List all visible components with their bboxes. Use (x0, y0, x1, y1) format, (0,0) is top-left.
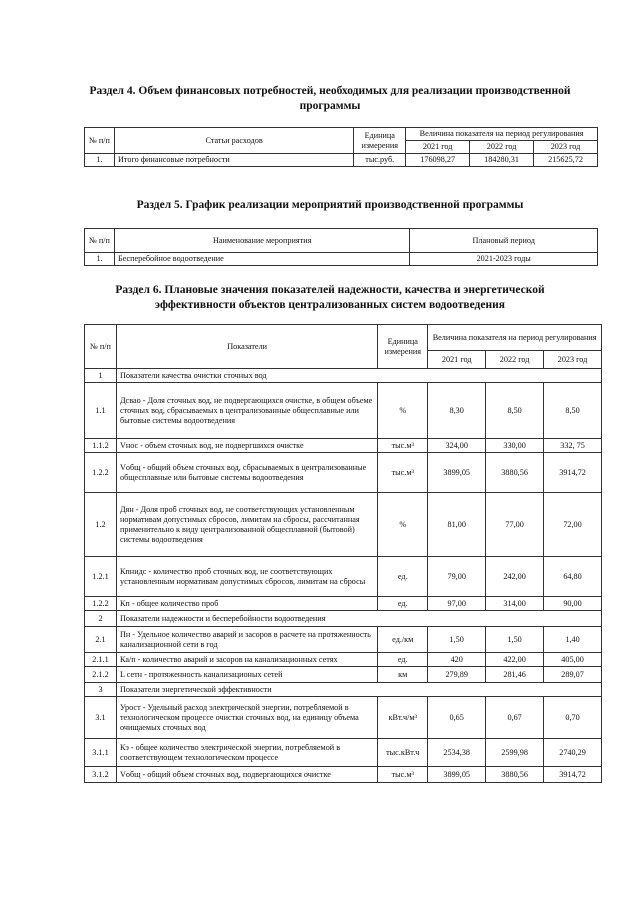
row-value-2022: 0,67 (486, 697, 544, 739)
table-row (85, 653, 602, 667)
row-value-2021: 81,00 (428, 493, 486, 557)
col-num: № п/п (85, 325, 117, 369)
row-num: 1.2.2 (85, 597, 117, 611)
table-row (85, 493, 602, 557)
col-item: Статьи расходов (114, 128, 353, 154)
row-value-2021: 8,30 (428, 383, 486, 439)
table-row (85, 627, 602, 653)
row-unit: кВт.ч/м³ (378, 697, 428, 739)
section4-title: Раздел 4. Объем финансовых потребностей, необходимых для реализации производственной программы (89, 85, 571, 112)
table-row (85, 253, 598, 266)
row-num: 1.2.2 (85, 453, 117, 493)
row-item: Показатели надежности и бесперебойности водоотведения (116, 611, 601, 627)
row-value-2023: 1,40 (544, 627, 602, 653)
table-row (85, 369, 602, 383)
row-value-2023: 90,00 (544, 597, 602, 611)
row-item: Показатели энергетической эффективности (116, 683, 601, 697)
table-row (85, 154, 598, 167)
row-value-2023: 0,70 (544, 697, 602, 739)
table-row (85, 767, 602, 783)
row-value-2021: 279,89 (428, 667, 486, 683)
row-item: Кэ - общее количество электрической энергии, потребляемой в соответствующем технологическом процессе (116, 739, 377, 767)
col-unit: Единица измерения (354, 128, 406, 154)
row-value-2023: 289,07 (544, 667, 602, 683)
col-item: Наименование мероприятия (114, 229, 409, 253)
col-year-2022: 2022 год (470, 141, 534, 154)
row-item: L сетн - протяженность канализационых сетей (116, 667, 377, 683)
row-value-2023: 72,00 (544, 493, 602, 557)
row-value-2023: 332, 75 (544, 439, 602, 453)
row-num: 1. (85, 154, 115, 167)
row-num: 2 (85, 611, 117, 627)
row-item: Vнос - объем сточных вод, не подвергшихся очистке (116, 439, 377, 453)
table-row (85, 453, 602, 493)
row-value-2022: 242,00 (486, 557, 544, 597)
row-value-2022: 2599,98 (486, 739, 544, 767)
row-item: Vобщ - общий объем сточных вод, подвергающихся очистке (116, 767, 377, 783)
row-num: 1.2 (85, 493, 117, 557)
table-row (85, 697, 602, 739)
row-num: 3 (85, 683, 117, 697)
col-num: № п/п (85, 128, 115, 154)
row-item: Итого финансовые потребности (114, 154, 353, 167)
row-period: 2021-2023 годы (410, 253, 598, 266)
row-num: 1.1 (85, 383, 117, 439)
row-unit: тыс.м³ (378, 767, 428, 783)
row-unit: тыс.кВт.ч (378, 739, 428, 767)
row-value-2021: 2534,38 (428, 739, 486, 767)
row-value-2022: 330,00 (486, 439, 544, 453)
col-unit: Единица измерения (378, 325, 428, 369)
row-item: Ка/п - количество аварий и засоров на канализационных сетях (116, 653, 377, 667)
table-row (85, 739, 602, 767)
row-item: Кпнидс - количество проб сточных вод, не соответствующих установленным нормативам допустимых сбросов, лимитам на сбросы (116, 557, 377, 597)
col-value-group: Величина показателя на период регулирования (428, 325, 602, 351)
row-value-2023: 2740,29 (544, 739, 602, 767)
row-num: 1.1.2 (85, 439, 117, 453)
col-value-group: Величина показателя на период регулирования (406, 128, 598, 141)
row-unit: тыс.м³ (378, 453, 428, 493)
col-item: Показатели (116, 325, 377, 369)
row-value-2022: 281,46 (486, 667, 544, 683)
row-unit: км (378, 667, 428, 683)
row-item: Дян - Доля проб сточных вод, не соответствующих установленным нормативам допустимых сбросов, лимитам на сбросы, рассчитанная применительно к виду централизованной общесплавной (бытовой) системы водоотведения (116, 493, 377, 557)
row-unit: ед. (378, 597, 428, 611)
row-num: 1. (85, 253, 115, 266)
section6-title: Раздел 6. Плановые значения показателей надежности, качества и энергетической эффективности объектов централизованных систем водоотведения (115, 284, 545, 311)
section5-table (84, 228, 598, 266)
table-row (85, 557, 602, 597)
row-value-2021: 324,00 (428, 439, 486, 453)
row-value-2021: 3899,05 (428, 767, 486, 783)
row-value-2023: 8,50 (544, 383, 602, 439)
row-value-2021: 97,00 (428, 597, 486, 611)
row-item: Vобщ - общий объем сточных вод, сбрасываемых в централизованные общесплавные или бытовые системы водоотведения (116, 453, 377, 493)
row-item: Показатели качества очистки сточных вод (116, 369, 601, 383)
row-value-2022: 314,00 (486, 597, 544, 611)
row-item: Дсвао - Доля сточных вод, не подвергающихся очистке, в общем объеме сточных вод, сбрасываемых в централизованные общесплавные или бытовые системы водоотведения (116, 383, 377, 439)
col-year-2021: 2021 год (406, 141, 470, 154)
row-value-2021: 176098,27 (406, 154, 470, 167)
row-value-2022: 8,50 (486, 383, 544, 439)
table-row (85, 439, 602, 453)
row-value-2023: 64,80 (544, 557, 602, 597)
table-row (85, 683, 602, 697)
row-num: 3.1.2 (85, 767, 117, 783)
row-value-2021: 1,50 (428, 627, 486, 653)
row-unit: тыс.руб. (354, 154, 406, 167)
section5-title: Раздел 5. График реализации мероприятий производственной программы (136, 199, 524, 211)
row-num: 2.1.1 (85, 653, 117, 667)
col-period: Плановый период (410, 229, 598, 253)
row-num: 1.2.1 (85, 557, 117, 597)
row-value-2021: 3899,05 (428, 453, 486, 493)
row-unit: ед. (378, 557, 428, 597)
row-item: Урост - Удельный расход электрической энергии, потребляемой в технологическом процессе очистки сточных вод, на единицу объема очищаемых сточных вод (116, 697, 377, 739)
row-item: Кп - общее количество проб (116, 597, 377, 611)
row-value-2023: 405,00 (544, 653, 602, 667)
row-num: 1 (85, 369, 117, 383)
col-year-2022: 2022 год (486, 351, 544, 369)
row-unit: % (378, 493, 428, 557)
col-year-2023: 2023 год (544, 351, 602, 369)
row-value-2023: 3914,72 (544, 453, 602, 493)
row-value-2022: 3880,56 (486, 767, 544, 783)
col-year-2023: 2023 год (534, 141, 598, 154)
row-value-2022: 3880,56 (486, 453, 544, 493)
row-unit: ед. (378, 653, 428, 667)
row-item: Пн - Удельное количество аварий и засоров в расчете на протяженность канализационной сети в год (116, 627, 377, 653)
row-value-2022: 184280,31 (470, 154, 534, 167)
row-unit: тыс.м³ (378, 439, 428, 453)
row-value-2021: 0,65 (428, 697, 486, 739)
col-num: № п/п (85, 229, 115, 253)
col-year-2021: 2021 год (428, 351, 486, 369)
row-item: Бесперебойное водоотведение (114, 253, 409, 266)
row-value-2023: 215625,72 (534, 154, 598, 167)
section6-table (84, 324, 602, 783)
row-value-2022: 1,50 (486, 627, 544, 653)
row-value-2023: 3914,72 (544, 767, 602, 783)
row-unit: % (378, 383, 428, 439)
row-num: 3.1 (85, 697, 117, 739)
row-unit: ед./км (378, 627, 428, 653)
section4-table (84, 127, 598, 167)
row-num: 3.1.1 (85, 739, 117, 767)
row-value-2021: 79,00 (428, 557, 486, 597)
row-value-2021: 420 (428, 653, 486, 667)
row-num: 2.1 (85, 627, 117, 653)
row-value-2022: 77,00 (486, 493, 544, 557)
row-num: 2.1.2 (85, 667, 117, 683)
table-row (85, 611, 602, 627)
row-value-2022: 422,00 (486, 653, 544, 667)
table-row (85, 667, 602, 683)
table-row (85, 383, 602, 439)
table-row (85, 597, 602, 611)
